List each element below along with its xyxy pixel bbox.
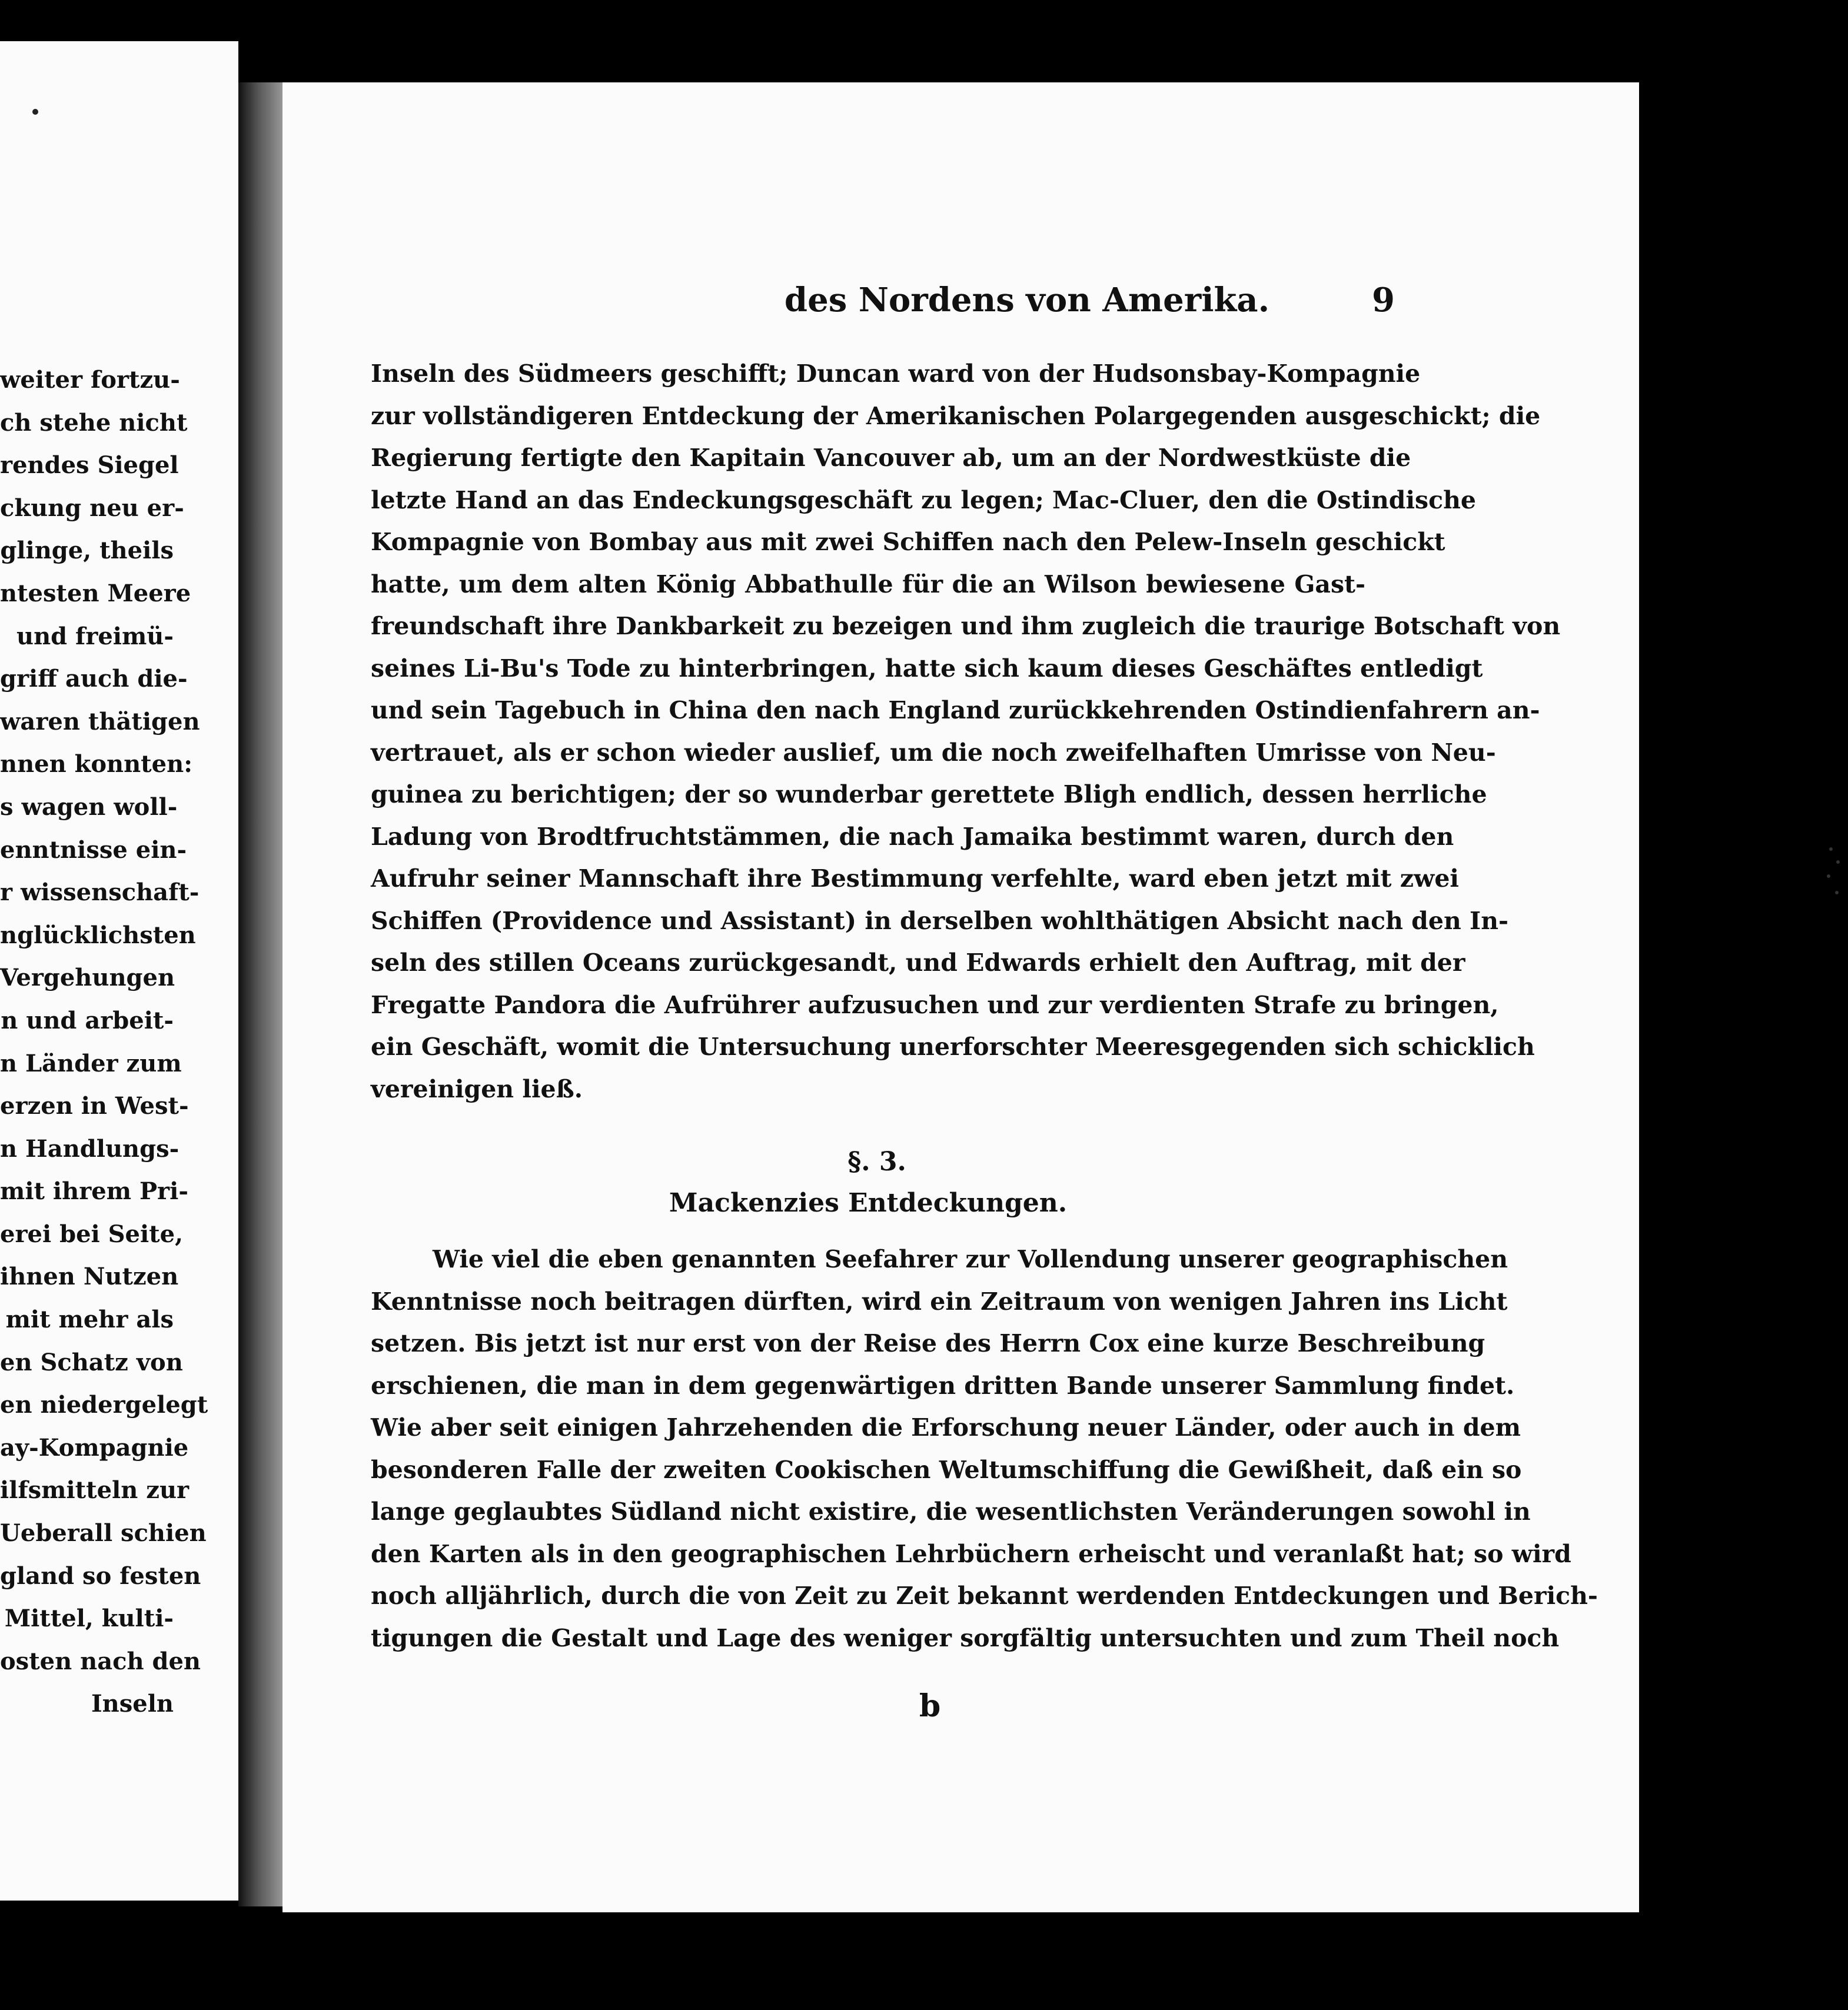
section-number: §. 3. bbox=[847, 1147, 906, 1177]
left-line: mit mehr als bbox=[5, 1306, 174, 1334]
text-line: freundschaft ihre Dankbarkeit zu bezeigen und ihm zugleich die traurige Botschaft von bbox=[371, 612, 1561, 640]
text-line: den Karten als in den geographischen Lehrbüchern erheischt und veranlaßt hat; so wird bbox=[371, 1539, 1571, 1568]
text-line: seines Li-Bu's Tode zu hinterbringen, hatte sich kaum dieses Geschäftes entledigt bbox=[371, 654, 1483, 683]
text-line: Regierung fertigte den Kapitain Vancouver ab, um an der Nordwestküste die bbox=[371, 444, 1411, 472]
paragraph-1 bbox=[371, 353, 1561, 1110]
text-line: besonderen Falle der zweiten Cookischen Weltumschiffung die Gewißheit, daß ein so bbox=[371, 1455, 1522, 1484]
left-line: glinge, theils bbox=[0, 537, 174, 565]
left-line: mit ihrem Pri- bbox=[0, 1177, 188, 1206]
text-line: guinea zu berichtigen; der so wunderbar gerettete Bligh endlich, dessen herrliche bbox=[371, 780, 1487, 808]
left-line: nnen konnten: bbox=[0, 750, 192, 778]
left-line: s wagen woll- bbox=[0, 793, 178, 821]
text-line: zur vollständigeren Entdeckung der Amerikanischen Polargegenden ausgeschickt; die bbox=[371, 401, 1541, 430]
left-line: ihnen Nutzen bbox=[0, 1263, 179, 1291]
left-line: weiter fortzu- bbox=[0, 366, 180, 394]
left-line: n Länder zum bbox=[0, 1049, 182, 1077]
section-title: Mackenzies Entdeckungen. bbox=[669, 1188, 1068, 1218]
left-line: gland so festen bbox=[0, 1562, 201, 1590]
text-line: lange geglaubtes Südland nicht existire, die wesentlichsten Veränderungen sowohl in bbox=[371, 1497, 1531, 1526]
left-line: r wissenschaft- bbox=[0, 878, 200, 907]
text-line: vertrauet, als er schon wieder auslief, um die noch zweifelhaften Umrisse von Neu- bbox=[371, 738, 1496, 767]
text-line: Fregatte Pandora die Aufrührer aufzusuchen und zur verdienten Strafe zu bringen, bbox=[371, 990, 1499, 1019]
left-line: erei bei Seite, bbox=[0, 1220, 184, 1248]
left-line: ay-Kompagnie bbox=[0, 1433, 189, 1462]
left-line: ilfsmitteln zur bbox=[0, 1476, 190, 1505]
text-line: und sein Tagebuch in China den nach England zurückkehrenden Ostindienfahrern an- bbox=[371, 696, 1540, 724]
left-line: enntnisse ein- bbox=[0, 836, 187, 864]
left-line: ckung neu er- bbox=[0, 494, 184, 522]
left-line-catchword: Inseln bbox=[91, 1690, 174, 1718]
page-header bbox=[282, 274, 1639, 327]
left-line: erzen in West- bbox=[0, 1092, 189, 1120]
text-line: hatte, um dem alten König Abbathulle für die an Wilson bewiesene Gast- bbox=[371, 570, 1365, 598]
left-line: waren thätigen bbox=[0, 707, 200, 736]
page-number: 9 bbox=[1372, 281, 1395, 320]
text-line: Kenntnisse noch beitragen dürften, wird ein Zeitraum von wenigen Jahren ins Licht bbox=[371, 1287, 1508, 1316]
left-page-text bbox=[0, 359, 208, 1726]
left-line: Ueberall schien bbox=[0, 1519, 207, 1548]
left-line: ntesten Meere bbox=[0, 579, 191, 607]
text-line: ein Geschäft, womit die Untersuchung unerforschter Meeresgegenden sich schicklich bbox=[371, 1033, 1535, 1061]
running-title: des Nordens von Amerika. bbox=[784, 281, 1270, 320]
text-line: vereinigen ließ. bbox=[371, 1074, 583, 1103]
left-line: n und arbeit- bbox=[1, 1006, 174, 1034]
left-line: n Handlungs- bbox=[0, 1134, 180, 1163]
text-line: tigungen die Gestalt und Lage des weniger sorgfältig untersuchten und zum Theil noch bbox=[371, 1623, 1560, 1652]
text-line: Kompagnie von Bombay aus mit zwei Schiffen nach den Pelew-Inseln geschickt bbox=[371, 528, 1445, 556]
text-line: Wie aber seit einigen Jahrzehenden die Erforschung neuer Länder, oder auch in dem bbox=[371, 1413, 1521, 1442]
right-page bbox=[282, 82, 1639, 1912]
left-line: en Schatz von bbox=[0, 1348, 183, 1376]
text-line: noch alljährlich, durch die von Zeit zu Zeit bekannt werdenden Entdeckungen und Berich- bbox=[371, 1582, 1598, 1610]
left-line: griff auch die- bbox=[0, 665, 188, 693]
ink-dot bbox=[32, 109, 38, 115]
text-line: Inseln des Südmeers geschifft; Duncan ward von der Hudsonsbay-Kompagnie bbox=[371, 360, 1421, 388]
ink-specks bbox=[1824, 847, 1848, 906]
left-line: Mittel, kulti- bbox=[4, 1605, 174, 1633]
left-page bbox=[0, 41, 238, 1901]
text-line: Wie viel die eben genannten Seefahrer zur Vollendung unserer geographischen bbox=[433, 1245, 1508, 1273]
text-line: seln des stillen Oceans zurückgesandt, und Edwards erhielt den Auftrag, mit der bbox=[371, 949, 1465, 977]
text-line: Schiffen (Providence und Assistant) in derselben wohlthätigen Absicht nach den In- bbox=[371, 906, 1509, 935]
text-line: letzte Hand an das Endeckungsgeschäft zu legen; Mac-Cluer, den die Ostindische bbox=[371, 485, 1476, 514]
left-line: osten nach den bbox=[0, 1647, 201, 1675]
text-line: erschienen, die man in dem gegenwärtigen dritten Bande unserer Sammlung findet. bbox=[371, 1371, 1515, 1400]
text-line: Aufruhr seiner Mannschaft ihre Bestimmung verfehlte, ward eben jetzt mit zwei bbox=[371, 864, 1459, 893]
left-line: ch stehe nicht bbox=[0, 408, 188, 437]
paragraph-2 bbox=[371, 1239, 1598, 1659]
left-line: nglücklichsten bbox=[0, 921, 196, 949]
text-line: setzen. Bis jetzt ist nur erst von der Reise des Herrn Cox eine kurze Beschreibung bbox=[371, 1329, 1485, 1357]
left-line: rendes Siegel bbox=[0, 451, 179, 480]
left-line: Vergehungen bbox=[0, 964, 175, 992]
left-line: en niedergelegt bbox=[0, 1391, 208, 1419]
left-line: und freimü- bbox=[16, 622, 174, 650]
signature-mark: b bbox=[919, 1688, 941, 1724]
text-line: Ladung von Brodtfruchtstämmen, die nach Jamaika bestimmt waren, durch den bbox=[371, 822, 1454, 851]
